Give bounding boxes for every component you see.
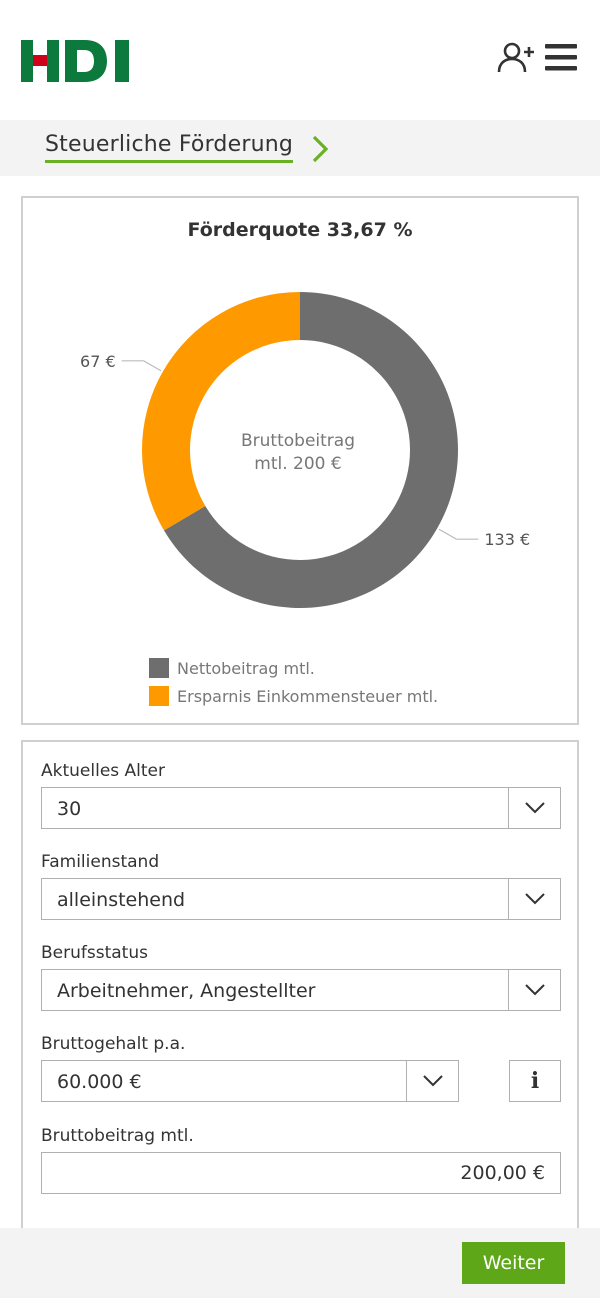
job-label: Berufsstatus	[41, 943, 148, 963]
family-select[interactable]	[41, 878, 561, 920]
breadcrumb	[0, 120, 600, 176]
legend-label: Ersparnis Einkommensteuer mtl.	[177, 687, 439, 706]
chevron-down-icon	[524, 983, 546, 997]
hdi-logo[interactable]	[21, 40, 129, 82]
slice-data-label: 133 €	[484, 530, 531, 550]
chart-title: Förderquote 33,67 %	[187, 219, 413, 241]
chart-card	[21, 196, 579, 725]
legend-swatch	[149, 686, 169, 706]
family-label: Familienstand	[41, 852, 160, 872]
chevron-down-icon	[524, 801, 546, 815]
hamburger-menu-icon[interactable]	[543, 38, 583, 78]
leader-line	[439, 529, 478, 539]
donut-slice-ersparnis	[142, 292, 300, 530]
footer-bar	[0, 1228, 600, 1298]
logo-letter-h	[21, 40, 59, 82]
page-title[interactable]: Steuerliche Förderung	[45, 132, 293, 163]
salary-select[interactable]	[41, 1060, 459, 1102]
center-label-line1: Bruttobeitrag	[241, 431, 355, 451]
salary-value: 60.000 €	[57, 1071, 142, 1093]
salary-label: Bruttogehalt p.a.	[41, 1034, 186, 1054]
job-dropdown-button[interactable]	[508, 970, 560, 1010]
leader-line	[122, 361, 161, 371]
contribution-label: Bruttobeitrag mtl.	[41, 1126, 194, 1146]
age-label: Aktuelles Alter	[41, 761, 166, 781]
job-value: Arbeitnehmer, Angestellter	[57, 980, 316, 1002]
logo-letter-d	[65, 40, 107, 82]
slice-data-label: 67 €	[80, 351, 116, 371]
center-label-line2: mtl. 200 €	[254, 454, 342, 474]
age-select[interactable]	[41, 787, 561, 829]
next-button[interactable]: Weiter	[462, 1242, 565, 1284]
age-dropdown-button[interactable]	[508, 788, 560, 828]
legend-swatch	[149, 658, 169, 678]
salary-dropdown-button[interactable]	[406, 1061, 458, 1101]
app-header	[0, 0, 600, 120]
user-add-icon[interactable]	[496, 38, 536, 78]
job-select[interactable]	[41, 969, 561, 1011]
age-value: 30	[57, 798, 82, 820]
chevron-right-icon[interactable]	[308, 133, 332, 165]
input-form	[21, 740, 579, 1298]
salary-info-button[interactable]	[509, 1060, 561, 1102]
info-icon: i	[530, 1068, 540, 1094]
family-dropdown-button[interactable]	[508, 879, 560, 919]
contribution-input[interactable]	[41, 1152, 561, 1194]
donut-chart	[23, 198, 577, 723]
chevron-down-icon	[524, 892, 546, 906]
legend-label: Nettobeitrag mtl.	[177, 659, 315, 678]
family-value: alleinstehend	[57, 889, 186, 911]
chevron-down-icon	[422, 1074, 444, 1088]
logo-letter-i	[115, 40, 129, 82]
